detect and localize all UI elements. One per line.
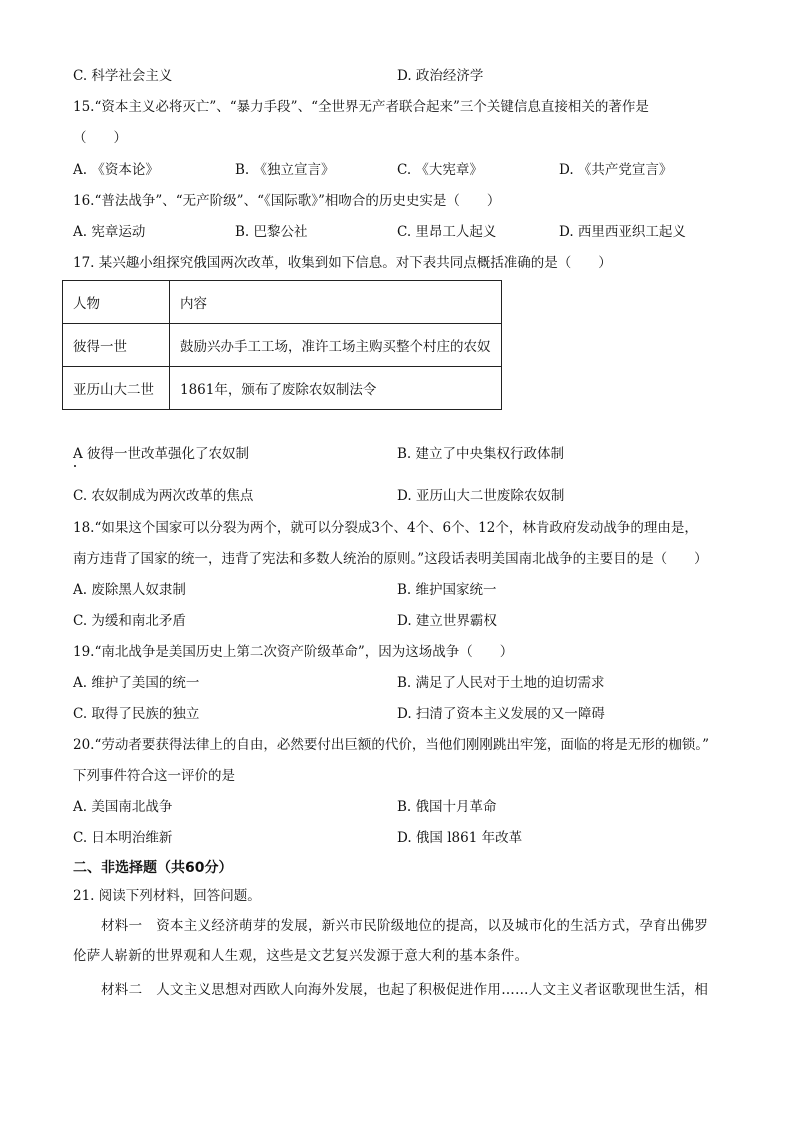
material-1-line-2: 伦萨人崭新的世界观和人生观，这些是文艺复兴发源于意大利的基本条件。 bbox=[73, 948, 529, 964]
q18-option-b: B. 维护国家统一 bbox=[397, 582, 497, 598]
table-header-row bbox=[63, 281, 502, 324]
table-cell-person: 彼得一世 bbox=[63, 324, 170, 367]
q16-option-b: B. 巴黎公社 bbox=[235, 224, 308, 240]
q15-option-a: A. 《资本论》 bbox=[73, 162, 159, 178]
table-cell-content: 1861年，颁布了废除农奴制法令 bbox=[170, 367, 502, 410]
q16-option-a: A. 宪章运动 bbox=[73, 224, 146, 240]
q15-stem-bracket: （ ） bbox=[73, 130, 127, 146]
q16-stem: 16.“普法战争”、“无产阶级”、“《国际歌》”相吻合的历史史实是（ ） bbox=[73, 193, 501, 209]
q18-option-c: C. 为缓和南北矛盾 bbox=[73, 613, 186, 629]
q18-option-d: D. 建立世界霸权 bbox=[397, 613, 497, 629]
q20-option-b: B. 俄国十月革命 bbox=[397, 799, 497, 815]
q17-info-table bbox=[62, 280, 502, 410]
q17-stem: 17. 某兴趣小组探究俄国两次改革，收集到如下信息。对下表共同点概括准确的是（ ） bbox=[73, 255, 612, 271]
q15-option-c: C. 《大宪章》 bbox=[397, 162, 483, 178]
q14-option-c: C. 科学社会主义 bbox=[73, 68, 173, 84]
q20-stem: 20.“劳动者要获得法律上的自由，必然要付出巨额的代价，当他们刚刚跳出牢笼，面临的将是无形的枷锁。” bbox=[73, 737, 710, 753]
q15-option-d: D. 《共产党宣言》 bbox=[559, 162, 673, 178]
q19-stem: 19.“南北战争是美国历史上第二次资产阶级革命”，因为这场战争（ ） bbox=[73, 644, 514, 660]
stray-dot-mark bbox=[74, 465, 76, 467]
q19-option-a: A. 维护了美国的统一 bbox=[73, 675, 200, 691]
q17-option-d: D. 亚历山大二世废除农奴制 bbox=[397, 488, 565, 504]
material-2-line-1: 材料二 人文主义思想对西欧人向海外发展，也起了积极促进作用……人文主义者讴歌现世生活，相 bbox=[101, 982, 709, 998]
q14-option-d: D. 政治经济学 bbox=[397, 68, 484, 84]
q18-stem: 18.“如果这个国家可以分裂为两个，就可以分裂成3个、4个、6个、12个，林肯政府发动战争的理由是， bbox=[73, 520, 698, 536]
q18-stem-cont: 南方违背了国家的统一，违背了宪法和多数人统治的原则。”这段话表明美国南北战争的主要目的是（ ） bbox=[73, 551, 708, 567]
q19-option-c: C. 取得了民族的独立 bbox=[73, 706, 200, 722]
table-cell-content: 鼓励兴办手工工场，准许工场主购买整个村庄的农奴 bbox=[170, 324, 502, 367]
q20-option-a: A. 美国南北战争 bbox=[73, 799, 173, 815]
table-header-cell: 人物 bbox=[63, 281, 170, 324]
q19-option-b: B. 满足了人民对于土地的迫切需求 bbox=[397, 675, 605, 691]
q17-option-c: C. 农奴制成为两次改革的焦点 bbox=[73, 488, 254, 504]
q20-stem-cont: 下列事件符合这一评价的是 bbox=[73, 768, 235, 784]
table-cell-person: 亚历山大二世 bbox=[63, 367, 170, 410]
q17-option-a: A 彼得一世改革强化了农奴制 bbox=[73, 446, 250, 462]
section-heading: 二、非选择题（共60分） bbox=[73, 860, 233, 876]
q16-option-c: C. 里昂工人起义 bbox=[397, 224, 497, 240]
table-row bbox=[63, 367, 502, 410]
table-row bbox=[63, 324, 502, 367]
q20-option-d: D. 俄国 l861 年改革 bbox=[397, 830, 523, 846]
q19-option-d: D. 扫清了资本主义发展的又一障碍 bbox=[397, 706, 605, 722]
q20-option-c: C. 日本明治维新 bbox=[73, 830, 173, 846]
table-header-cell: 内容 bbox=[170, 281, 502, 324]
q17-option-b: B. 建立了中央集权行政体制 bbox=[397, 446, 565, 462]
q15-option-b: B. 《独立宣言》 bbox=[235, 162, 335, 178]
q18-option-a: A. 废除黑人奴隶制 bbox=[73, 582, 186, 598]
material-1-line-1: 材料一 资本主义经济萌芽的发展，新兴市民阶级地位的提高，以及城市化的生活方式，孕育出佛罗 bbox=[101, 918, 709, 934]
q16-option-d: D. 西里西亚织工起义 bbox=[559, 224, 686, 240]
q21-stem: 21. 阅读下列材料，回答问题。 bbox=[73, 888, 261, 904]
q15-stem: 15.“资本主义必将灭亡”、“暴力手段”、“全世界无产者联合起来”三个关键信息直接相关的著作是 bbox=[73, 99, 649, 115]
